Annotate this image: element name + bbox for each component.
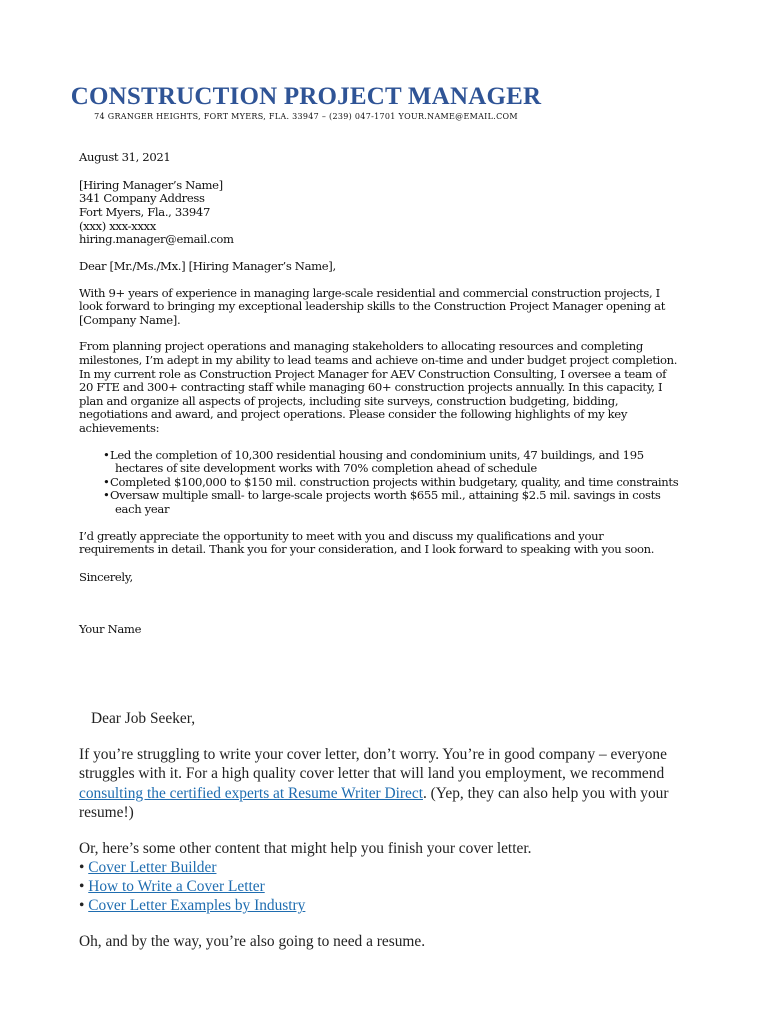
list-item: • Oversaw multiple small- to large-scale projects worth $655 mil., attaining $2.5 mil. savings in costs each year [79, 489, 679, 516]
list-item [79, 858, 699, 877]
bullet: • [79, 897, 85, 915]
recipient-street: 341 Company Address [79, 191, 205, 206]
achievement-list [79, 449, 679, 517]
how-to-write-link[interactable]: How to Write a Cover Letter [88, 878, 265, 896]
contact-line: 74 GRANGER HEIGHTS, FORT MYERS, FLA. 33947 – (239) 047-1701 YOUR.NAME@EMAIL.COM [94, 112, 518, 121]
promo-links-intro: Or, here’s some other content that might help you finish your cover letter. [79, 839, 532, 857]
letter-signature: Your Name [79, 622, 142, 637]
cover-letter [70, 82, 679, 637]
page-title: CONSTRUCTION PROJECT MANAGER [70, 83, 542, 110]
list-item [79, 877, 699, 896]
promo-links [79, 839, 699, 916]
letter-date: August 31, 2021 [79, 150, 171, 164]
cover-letter-builder-link[interactable]: Cover Letter Builder [88, 858, 217, 876]
resume-writer-direct-link[interactable]: consulting the certified experts at Resume Writer Direct [79, 784, 423, 802]
recipient-name: [Hiring Manager’s Name] [79, 177, 223, 192]
promo-greeting: Dear Job Seeker, [91, 710, 196, 727]
examples-by-industry-link[interactable]: Cover Letter Examples by Industry [88, 897, 306, 915]
letter-closing: Sincerely, [79, 569, 133, 584]
bullet: • [79, 858, 85, 876]
promo-text: If you’re struggling to write your cover letter, don’t worry. You’re in good company – everyone struggles with it. For a high quality cover letter that will land you employment, we recommend [79, 745, 667, 782]
promo-resume-note: Oh, and by the way, you’re also going to need a resume. [79, 932, 426, 950]
letter-paragraph-intro: With 9+ years of experience in managing large-scale residential and commercial construction projects, I look forward to bringing my exceptional leadership skills to the Construction Project Manager opening at [Company Name]. [79, 285, 666, 327]
recipient-address [79, 179, 679, 248]
recipient-city: Fort Myers, Fla., 33947 [79, 205, 210, 219]
letter-greeting: Dear [Mr./Ms./Mx.] [Hiring Manager’s Name], [79, 259, 336, 274]
bullet: • [79, 878, 85, 896]
recipient-phone: (xxx) xxx-xxxx [79, 218, 156, 233]
promo-paragraph [79, 745, 699, 823]
list-item: • Completed $100,000 to $150 mil. construction projects within budgetary, quality, and time constraints [79, 476, 679, 490]
letter-paragraph-experience: From planning project operations and managing stakeholders to allocating resources and completing milestones, I’m adept in my ability to lead teams and achieve on-time and under budget project completion. In my current role as Construction Project Manager for AEV Construction Consulting, I oversee a team of 20 FTE and 300+ contracting staff while managing 60+ construction projects annually. In this capacity, I plan and organize all aspects of projects, including site surveys, construction budgeting, bidding, negotiations and award, and project operations. Please consider the following highlights of my key achievements: [79, 339, 678, 436]
recipient-email: hiring.manager@email.com [79, 232, 234, 247]
letter-paragraph-closing: I’d greatly appreciate the opportunity to meet with you and discuss my qualifications and your requirements in detail. Thank you for your consideration, and I look forward to speaking with you soon. [79, 528, 655, 557]
promo-section [79, 709, 699, 951]
list-item: • Led the completion of 10,300 residential housing and condominium units, 47 buildings, and 195 hectares of site development works with 70% completion ahead of schedule [79, 449, 679, 476]
promo-text: . (Yep, they can also help you with your resume!) [79, 784, 669, 821]
list-item [79, 896, 699, 915]
